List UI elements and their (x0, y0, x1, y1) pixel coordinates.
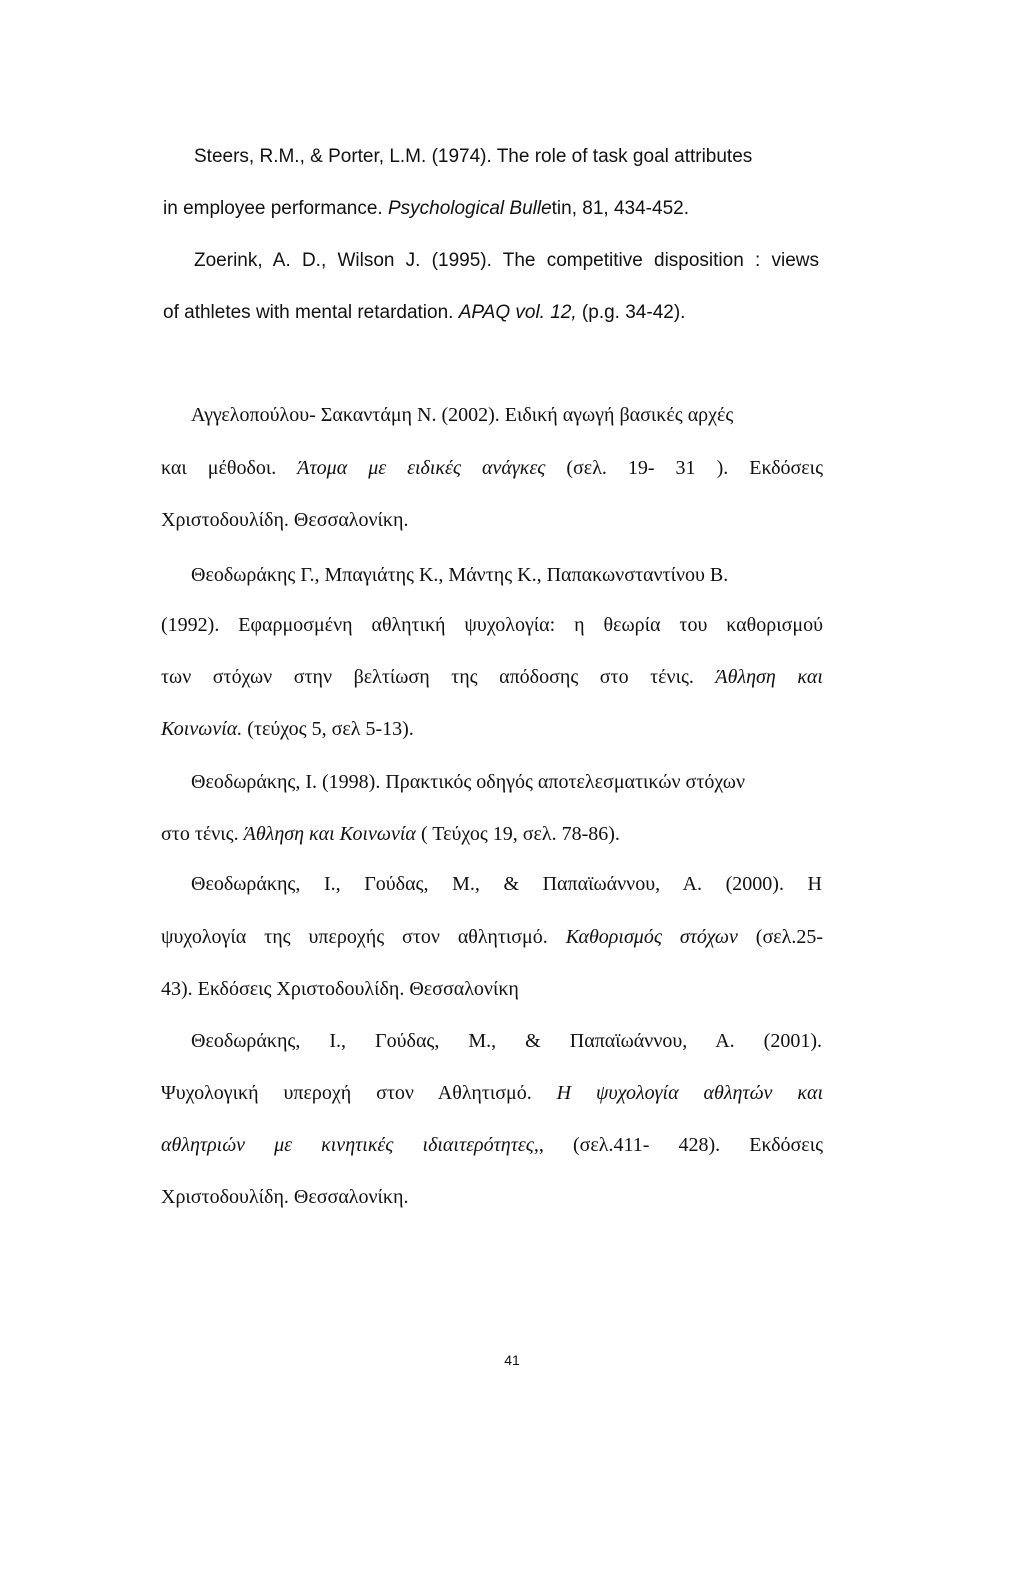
reference-line (161, 1081, 823, 1105)
reference-text: 43). Εκδόσεις Χριστοδουλίδη. Θεσσαλονίκη (161, 978, 519, 1000)
reference-text: στο τένις. (161, 823, 244, 845)
italic-title-text: Psychological Bulle (387, 198, 552, 219)
reference-line (161, 822, 721, 846)
reference-text: (σελ. 19- 31 ). Εκδόσεις (545, 457, 823, 479)
reference-text: ( Τεύχος 19, σελ. 78-86). (415, 823, 620, 845)
reference-text: tin, 81, 434-452. (551, 198, 689, 219)
reference-text: of athletes with mental retardation. (163, 302, 459, 323)
page-number: 41 (504, 1352, 520, 1368)
reference-text: ψυχολογία της υπεροχής στον αθλητισμό. (161, 926, 566, 948)
italic-title-text: αθλητριών με κινητικές ιδιαιτερότητες, (161, 1134, 539, 1156)
reference-line (163, 197, 723, 221)
italic-title-text: Η ψυχολογία αθλητών και (556, 1082, 824, 1104)
reference-line (194, 249, 819, 273)
reference-text: (τεύχος 5, σελ 5-13). (242, 718, 414, 740)
reference-text: Χριστοδουλίδη. Θεσσαλονίκη. (161, 1186, 409, 1208)
reference-line (163, 301, 686, 325)
reference-text: Zoerink, A. D., Wilson J. (1995). The competitive disposition : views (194, 250, 819, 271)
reference-line (161, 977, 661, 1001)
reference-line (161, 717, 414, 741)
reference-text: , (σελ.411- 428). Εκδόσεις (538, 1134, 824, 1156)
reference-text: και μέθοδοι. (161, 457, 298, 479)
reference-line (161, 508, 469, 532)
italic-title-text: Άθληση και (715, 666, 823, 688)
reference-text: Θεοδωράκης, Ι., Γούδας, Μ., & Παπαϊωάννου, Α. (2000). Η (191, 873, 822, 895)
reference-line (191, 770, 821, 794)
reference-text: (σελ.25- (737, 926, 823, 948)
reference-text: των στόχων στην βελτίωση της απόδοσης στο τένις. (161, 666, 716, 688)
reference-line (194, 145, 816, 169)
italic-title-text: Άτομα με ειδικές ανάγκες (297, 457, 546, 479)
reference-text: Αγγελοπούλου- Σακαντάμη Ν. (2002). Ειδική αγωγή βασικές αρχές (191, 404, 734, 426)
reference-text: Θεοδωράκης, Ι. (1998). Πρακτικός οδηγός αποτελεσματικών στόχων (191, 771, 746, 793)
reference-text: Χριστοδουλίδη. Θεσσαλονίκη. (161, 509, 409, 531)
reference-line (161, 1185, 461, 1209)
italic-title-text: APAQ vol. 12, (458, 302, 577, 323)
reference-text: Ψυχολογική υπεροχή στον Αθλητισμό. (161, 1082, 557, 1104)
reference-line (161, 456, 823, 480)
reference-text: Θεοδωράκης Γ., Μπαγιάτης Κ., Μάντης Κ., Παπακωνσταντίνου Β. (191, 564, 729, 586)
reference-text: (1992). Εφαρμοσμένη αθλητική ψυχολογία: η θεωρία του καθορισμού (161, 614, 823, 636)
italic-title-text: Κοινωνία. (161, 718, 243, 740)
reference-line (161, 1133, 823, 1157)
reference-line (191, 563, 822, 587)
reference-line (191, 1029, 822, 1053)
reference-line (161, 665, 823, 689)
reference-text: (p.g. 34-42). (576, 302, 686, 323)
reference-line (161, 613, 823, 637)
reference-line (191, 872, 822, 896)
reference-line (191, 403, 822, 427)
reference-text: Steers, R.M., & Porter, L.M. (1974). The role of task goal attributes (194, 146, 753, 167)
reference-line (161, 925, 823, 949)
reference-text: Θεοδωράκης, Ι., Γούδας, Μ., & Παπαϊωάννου, Α. (2001). (191, 1030, 822, 1052)
reference-text: in employee performance. (163, 198, 388, 219)
italic-title-text: Άθληση και Κοινωνία (243, 823, 416, 845)
italic-title-text: Καθορισμός στόχων (565, 926, 738, 948)
